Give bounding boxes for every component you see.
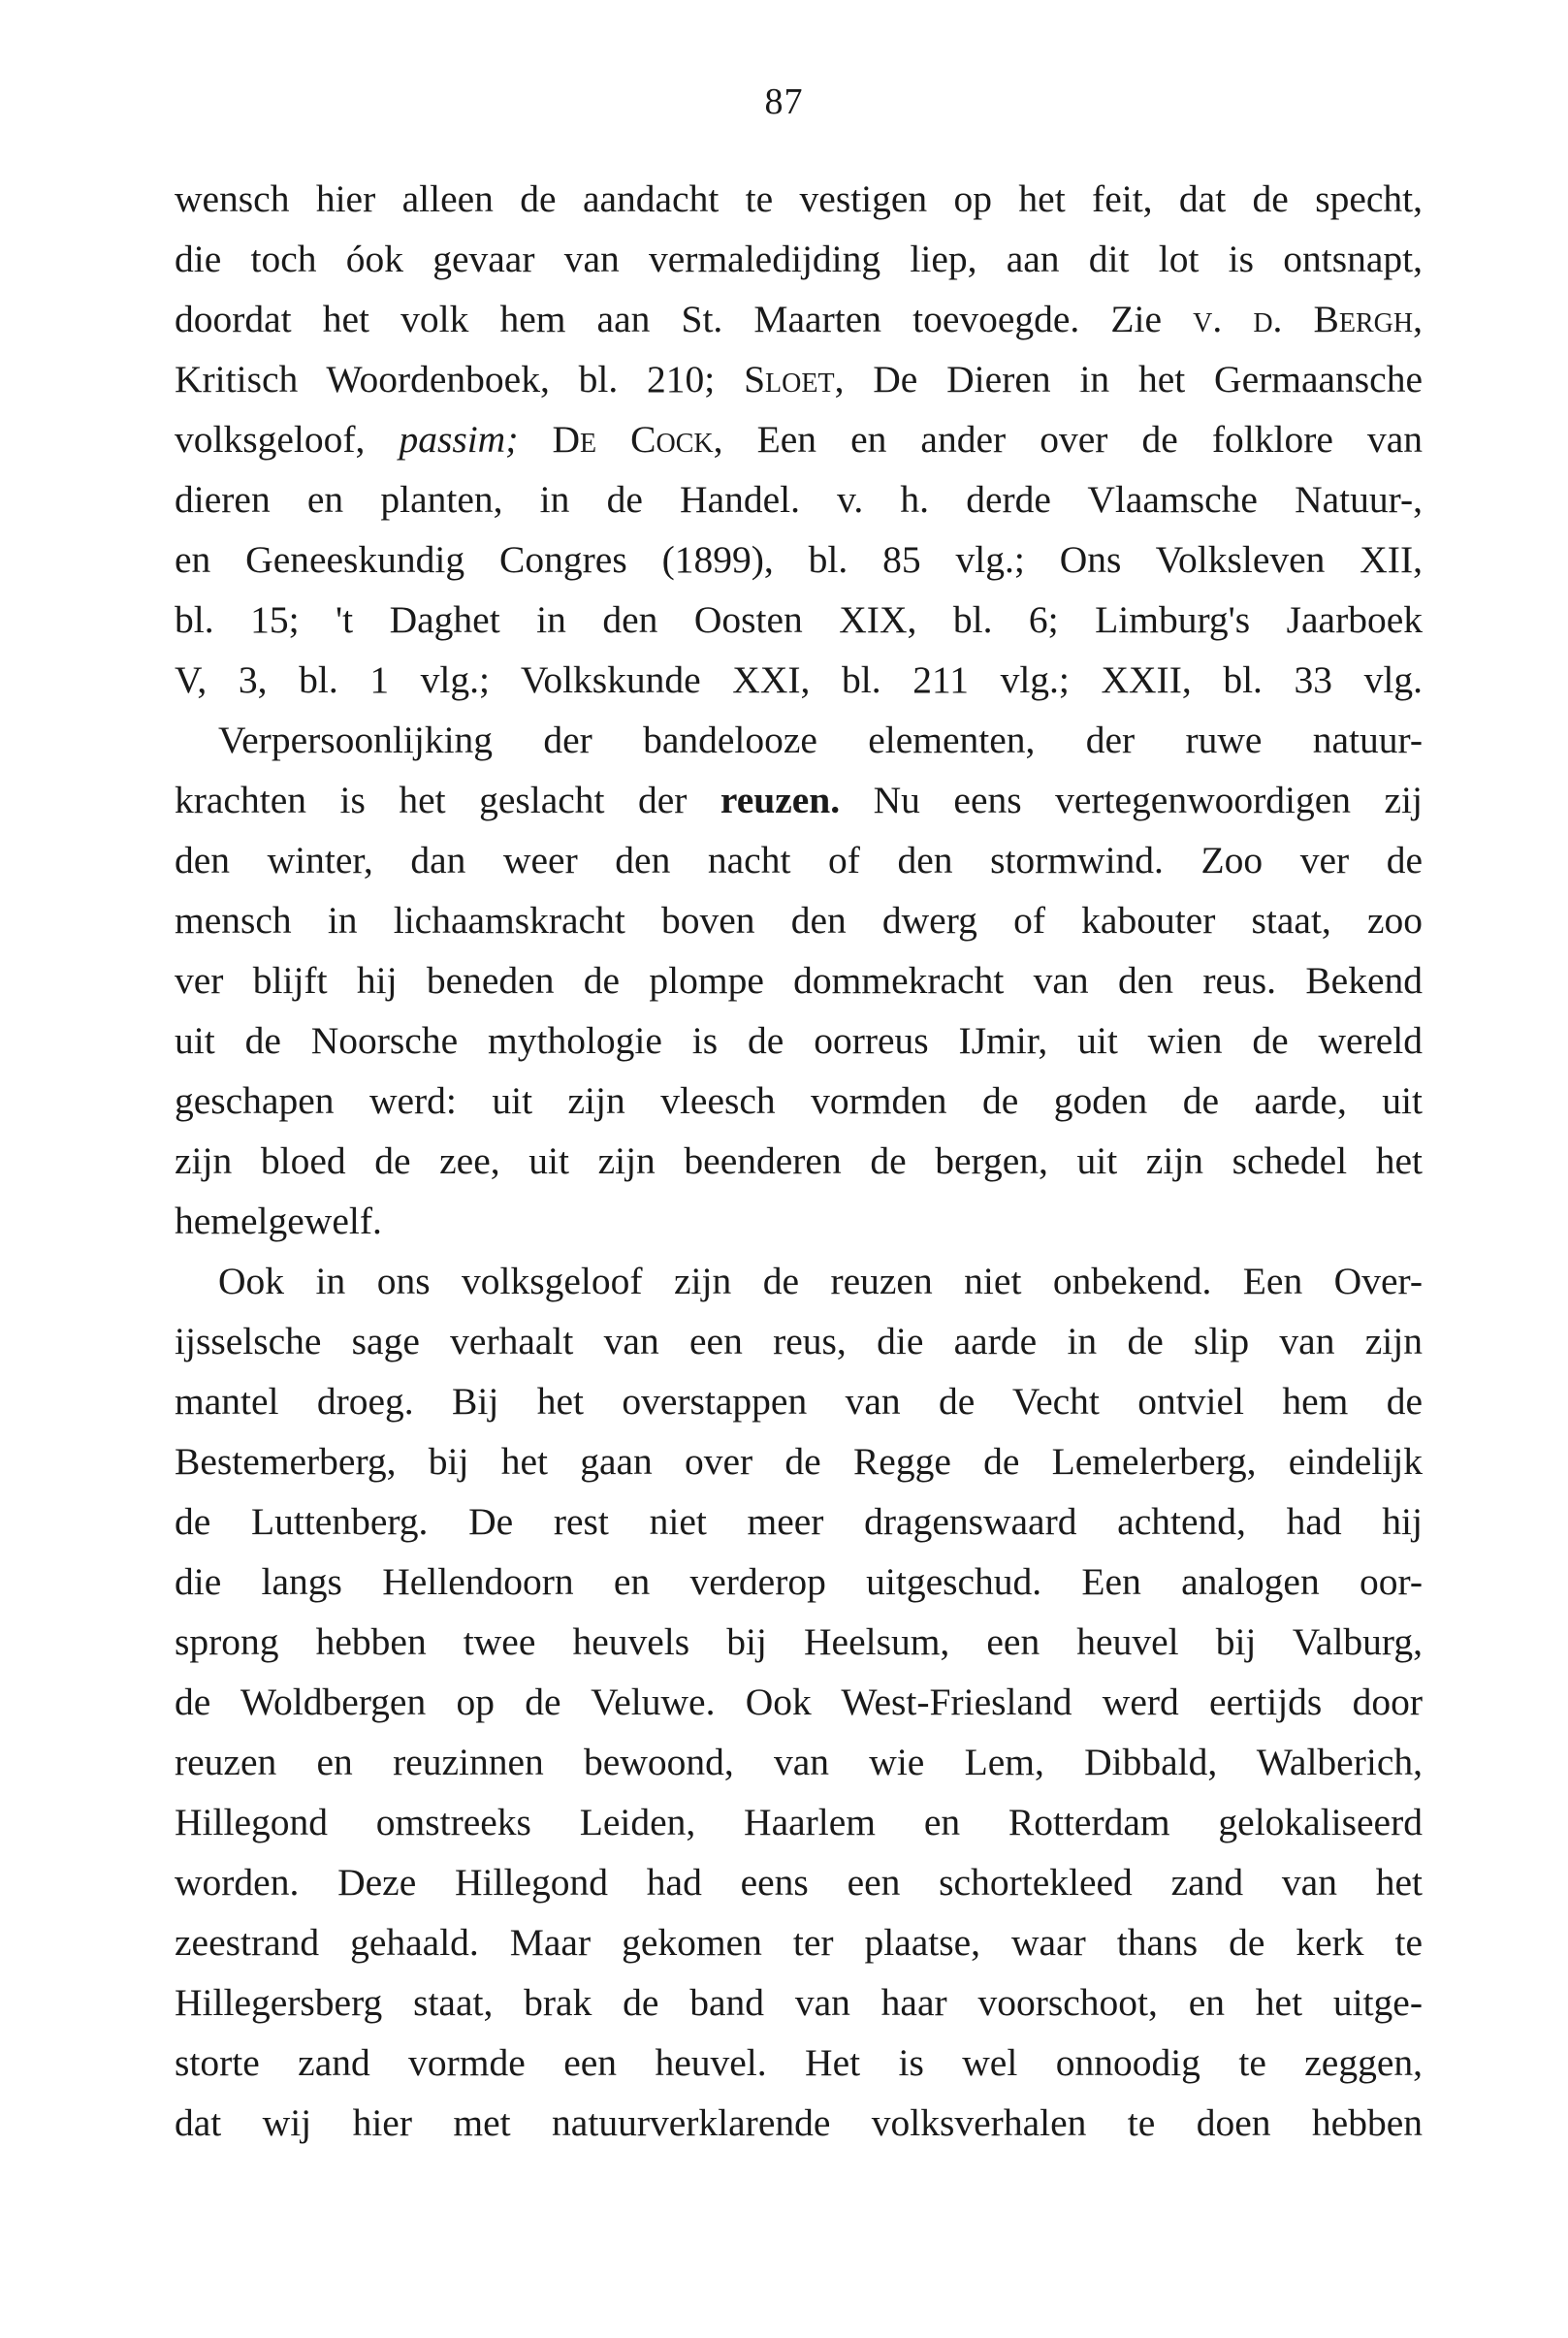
text-run: volksgeloof, bbox=[175, 418, 400, 461]
text-run: Nu eens vertegenwoordigen zij bbox=[840, 779, 1423, 821]
text-run bbox=[518, 418, 552, 461]
text-line: de Luttenberg. De rest niet meer dragenswaard achtend, had hij bbox=[175, 1500, 1423, 1543]
text-line: ijsselsche sage verhaalt van een reus, die aarde in de slip van zijn bbox=[175, 1320, 1423, 1362]
text-line bbox=[175, 349, 1423, 409]
text-line bbox=[175, 409, 1423, 469]
text-line: mantel droeg. Bij het overstappen van de Vecht ontviel hem de bbox=[175, 1380, 1423, 1423]
text-line bbox=[175, 770, 1423, 830]
text-run: Een en ander over de folklore van bbox=[722, 418, 1423, 461]
author-name: De Cock, bbox=[552, 418, 723, 461]
text-run: De Dieren in het Germaansche bbox=[844, 358, 1423, 400]
text-line: die langs Hellendoorn en verderop uitgeschud. Een analogen oor- bbox=[175, 1560, 1423, 1603]
text-line: Hillegond omstreeks Leiden, Haarlem en Rotterdam gelokaliseerd bbox=[175, 1801, 1423, 1843]
text-line: hemelgewelf. bbox=[175, 1200, 382, 1242]
text-run: Kritisch Woordenboek, bl. 210; bbox=[175, 358, 745, 400]
bold-term: reuzen. bbox=[720, 779, 841, 821]
text-line: geschapen werd: uit zijn vleesch vormden de goden de aarde, uit bbox=[175, 1079, 1423, 1122]
text-line: reuzen en reuzinnen bewoond, van wie Lem, Dibbald, Walberich, bbox=[175, 1741, 1423, 1783]
text-line: ver blijft hij beneden de plompe dommekracht van den reus. Bekend bbox=[175, 959, 1423, 1002]
text-line: sprong hebben twee heuvels bij Heelsum, een heuvel bij Valburg, bbox=[175, 1620, 1423, 1663]
text-line: Hillegersberg staat, brak de band van haar voorschoot, en het uitge- bbox=[175, 1981, 1423, 2024]
italic-term: passim; bbox=[399, 418, 519, 461]
text-line: de Woldbergen op de Veluwe. Ook West-Friesland werd eertijds door bbox=[175, 1681, 1423, 1723]
body-text bbox=[175, 169, 1423, 2153]
text-line: zijn bloed de zee, uit zijn beenderen de bergen, uit zijn schedel het bbox=[175, 1139, 1423, 1182]
text-line: storte zand vormde een heuvel. Het is wel onnoodig te zeggen, bbox=[175, 2041, 1423, 2084]
text-line: dieren en planten, in de Handel. v. h. derde Vlaamsche Natuur-, bbox=[175, 478, 1423, 521]
page-number: 87 bbox=[764, 81, 804, 122]
text-run: krachten is het geslacht der bbox=[175, 779, 720, 821]
text-line: zeestrand gehaald. Maar gekomen ter plaatse, waar thans de kerk te bbox=[175, 1921, 1423, 1964]
paragraph-2 bbox=[175, 710, 1423, 1251]
text-line: die toch óok gevaar van vermaledijding liep, aan dit lot is ontsnapt, bbox=[175, 238, 1423, 280]
text-line: den winter, dan weer den nacht of den stormwind. Zoo ver de bbox=[175, 839, 1423, 881]
text-line: Bestemerberg, bij het gaan over de Regge de Lemelerberg, eindelijk bbox=[175, 1440, 1423, 1483]
text-line: mensch in lichaamskracht boven den dwerg of kabouter staat, zoo bbox=[175, 899, 1423, 942]
paragraph-3 bbox=[175, 1251, 1423, 2153]
text-line: worden. Deze Hillegond had eens een schortekleed zand van het bbox=[175, 1861, 1423, 1904]
text-line: uit de Noorsche mythologie is de oorreus IJmir, uit wien de wereld bbox=[175, 1019, 1423, 1062]
text-line: Ook in ons volksgeloof zijn de reuzen niet onbekend. Een Over- bbox=[218, 1260, 1423, 1302]
text-run: doordat het volk hem aan St. Maarten toevoegde. Zie bbox=[175, 298, 1194, 340]
author-name: v. d. Bergh, bbox=[1193, 298, 1423, 340]
author-name: Sloet, bbox=[744, 358, 845, 400]
text-line: V, 3, bl. 1 vlg.; Volkskunde XXI, bl. 211 vlg.; XXII, bl. 33 vlg. bbox=[175, 658, 1423, 701]
text-line: Verpersoonlijking der bandelooze elementen, der ruwe natuur- bbox=[218, 719, 1423, 761]
paragraph-1 bbox=[175, 169, 1423, 710]
text-line bbox=[175, 289, 1423, 349]
text-line: en Geneeskundig Congres (1899), bl. 85 vlg.; Ons Volksleven XII, bbox=[175, 538, 1423, 581]
text-line: bl. 15; 't Daghet in den Oosten XIX, bl. 6; Limburg's Jaarboek bbox=[175, 598, 1423, 641]
text-line: dat wij hier met natuurverklarende volksverhalen te doen hebben bbox=[175, 2101, 1423, 2144]
text-line: wensch hier alleen de aandacht te vestigen op het feit, dat de specht, bbox=[175, 177, 1423, 220]
